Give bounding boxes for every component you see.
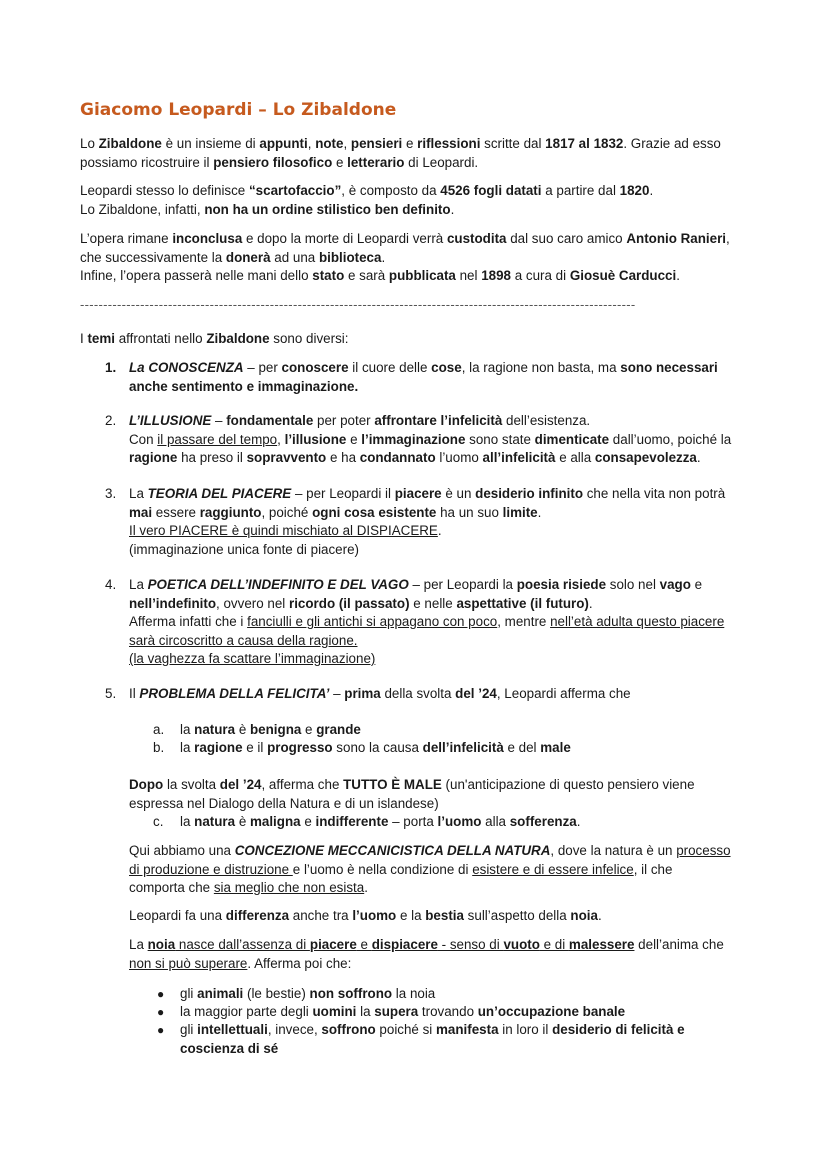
text: la noia bbox=[392, 986, 436, 1001]
text: La CONOSCENZA bbox=[129, 360, 244, 375]
text: (un'anticipazione di questo pensiero viene bbox=[441, 777, 695, 792]
text: dell’anima che bbox=[634, 937, 724, 952]
text: consapevolezza bbox=[594, 450, 697, 465]
text: benigna bbox=[249, 722, 302, 737]
text: . bbox=[364, 880, 368, 895]
text: e l’uomo è nella condizione di bbox=[292, 861, 473, 877]
text: raggiunto bbox=[199, 504, 262, 520]
text: . bbox=[450, 201, 455, 217]
text: . bbox=[649, 183, 654, 198]
text: , la ragione non basta, ma bbox=[461, 360, 621, 375]
text: l’uomo bbox=[435, 450, 483, 465]
text: riflessioni bbox=[417, 136, 481, 151]
text: e sarà bbox=[344, 268, 389, 283]
text: è bbox=[235, 722, 250, 737]
text: supera bbox=[374, 1004, 419, 1019]
list-letter: c. bbox=[153, 814, 164, 829]
text: alla bbox=[481, 814, 510, 829]
text: è un insieme di bbox=[161, 136, 260, 151]
text: conoscere bbox=[281, 360, 349, 375]
text: noia bbox=[570, 908, 598, 923]
text: , invece, bbox=[267, 1022, 322, 1037]
text: anche sentimento e immaginazione. bbox=[129, 378, 359, 394]
text: , bbox=[726, 231, 730, 246]
list-letter: b. bbox=[153, 740, 165, 755]
text: – bbox=[211, 413, 227, 428]
text: . Grazie ad esso bbox=[623, 136, 721, 151]
text: esistere e di essere infelice bbox=[472, 861, 634, 877]
text: pensieri bbox=[350, 136, 403, 151]
text: dell’infelicità bbox=[422, 740, 504, 755]
text: Zibaldone bbox=[98, 136, 162, 151]
text: intellettuali bbox=[197, 1022, 268, 1037]
theme-conoscenza bbox=[129, 359, 769, 396]
text: non si può superare bbox=[129, 955, 248, 971]
text: L’ILLUSIONE bbox=[129, 413, 212, 428]
text: Giosuè Carducci bbox=[569, 268, 677, 283]
text: . bbox=[597, 908, 602, 923]
text: pensiero filosofico bbox=[213, 154, 333, 170]
text: (la vaghezza fa scattare l’immaginazione) bbox=[129, 651, 376, 666]
bullet-item bbox=[180, 1021, 760, 1058]
text: progresso bbox=[267, 740, 333, 755]
text: nasce dall’assenza di bbox=[175, 937, 310, 952]
text: manifesta bbox=[436, 1022, 499, 1037]
text: piacere bbox=[309, 937, 357, 952]
text: Dopo bbox=[129, 777, 164, 792]
text: e alla bbox=[555, 450, 595, 465]
text: letterario bbox=[347, 154, 405, 170]
text: Antonio Ranieri bbox=[626, 231, 727, 246]
text: Con bbox=[129, 431, 158, 447]
text: La bbox=[129, 937, 148, 952]
text: . bbox=[676, 268, 680, 283]
theme-felicita bbox=[129, 685, 769, 704]
text: limite bbox=[502, 504, 538, 520]
text: inconclusa bbox=[172, 231, 243, 246]
text: ha un suo bbox=[436, 504, 503, 520]
text: Leopardi fa una bbox=[129, 908, 226, 923]
text: nel bbox=[455, 268, 482, 283]
text: fanciulli e gli antichi si appagano con poco bbox=[247, 614, 498, 629]
text: nell’età adulta questo piacere bbox=[550, 614, 725, 629]
text: di produzione e distruzione bbox=[129, 861, 293, 877]
text: , mentre bbox=[497, 614, 551, 629]
text: Infine, l’opera passerà nelle mani dello bbox=[80, 268, 313, 283]
text: – porta bbox=[388, 814, 438, 829]
text: la maggior parte degli bbox=[180, 1004, 313, 1019]
text: sarà circoscritto a causa della ragione. bbox=[129, 632, 358, 648]
text: natura bbox=[194, 722, 236, 737]
text: , è composto da bbox=[341, 183, 441, 198]
text: comporta che bbox=[129, 880, 214, 895]
list-number: 2. bbox=[105, 413, 117, 428]
text: , poiché bbox=[261, 504, 313, 520]
text: all’infelicità bbox=[482, 450, 556, 465]
text: affrontati nello bbox=[115, 331, 207, 346]
text: grande bbox=[316, 722, 361, 737]
bullet-icon: ● bbox=[157, 987, 165, 1001]
scartofaccio-paragraph bbox=[80, 182, 760, 219]
text: . bbox=[537, 504, 542, 520]
text: solo nel bbox=[606, 577, 660, 592]
text: condannato bbox=[359, 450, 436, 465]
text: e bbox=[690, 577, 703, 592]
text: , il che bbox=[633, 861, 673, 877]
text: ricordo (il passato) bbox=[289, 595, 410, 611]
bullet-item bbox=[180, 1003, 760, 1022]
text: sono state bbox=[465, 431, 535, 447]
text: l’illusione bbox=[284, 431, 347, 447]
text: di Leopardi. bbox=[404, 154, 479, 170]
text: possiamo ricostruire il bbox=[80, 154, 214, 170]
text: e il bbox=[242, 740, 268, 755]
noia-paragraph bbox=[129, 936, 769, 973]
intro-paragraph bbox=[80, 135, 760, 172]
separator-line: ------------------------------------------------------------------------------------------------------------------------ bbox=[80, 297, 636, 312]
text: . bbox=[381, 249, 386, 265]
text: , bbox=[277, 431, 285, 447]
text: . bbox=[588, 595, 593, 611]
text: stato bbox=[312, 268, 345, 283]
text: sia meglio che non esista bbox=[213, 880, 365, 895]
text: poesia risiede bbox=[516, 577, 607, 592]
text: (immaginazione unica fonte di piacere) bbox=[129, 541, 359, 557]
text: appunti bbox=[259, 136, 308, 151]
text: . bbox=[576, 814, 581, 829]
text: TEORIA DEL PIACERE bbox=[147, 486, 292, 501]
text: PROBLEMA DELLA FELICITA’ bbox=[139, 686, 330, 701]
text: non soffrono bbox=[309, 986, 393, 1001]
sublist-item-a bbox=[180, 721, 760, 740]
text: e bbox=[356, 937, 372, 952]
text: aspettative (il futuro) bbox=[456, 595, 589, 611]
text: POETICA DELL’INDEFINITO E DEL VAGO bbox=[147, 577, 409, 592]
text: noia bbox=[147, 937, 176, 952]
text: gli bbox=[180, 1022, 198, 1037]
text: custodita bbox=[446, 231, 507, 246]
text: note bbox=[315, 136, 344, 151]
text: . bbox=[437, 523, 442, 538]
text: – per bbox=[243, 360, 282, 375]
themes-intro bbox=[80, 330, 760, 349]
text: (le bestie) bbox=[243, 986, 310, 1001]
text: che nella vita non potrà bbox=[583, 486, 726, 501]
text: mai bbox=[129, 504, 153, 520]
sublist-item-b bbox=[180, 739, 760, 758]
text: dimenticate bbox=[534, 431, 610, 447]
text: il cuore delle bbox=[348, 360, 432, 375]
text: scritte dal bbox=[480, 136, 546, 151]
text: e bbox=[346, 431, 362, 447]
text: , bbox=[343, 136, 351, 151]
text: e bbox=[402, 136, 418, 151]
text: sofferenza bbox=[509, 814, 577, 829]
text: la bbox=[356, 1004, 375, 1019]
list-number: 5. bbox=[105, 686, 117, 701]
text: piacere bbox=[394, 486, 442, 501]
text: desiderio di felicità e bbox=[552, 1022, 685, 1037]
text: Leopardi stesso lo definisce bbox=[80, 183, 249, 198]
text: Lo Zibaldone, infatti, bbox=[80, 201, 205, 217]
text: ad una bbox=[270, 249, 319, 265]
text: poiché si bbox=[375, 1022, 436, 1037]
text: l’immaginazione bbox=[361, 431, 466, 447]
text: , Leopardi afferma che bbox=[496, 686, 631, 701]
text: del ’24 bbox=[455, 686, 497, 701]
text: soffrono bbox=[321, 1022, 376, 1037]
text: è bbox=[235, 814, 250, 829]
text: è un bbox=[441, 486, 476, 501]
text: pubblicata bbox=[388, 268, 456, 283]
text: la bbox=[180, 722, 195, 737]
text: dall’uomo, poiché la bbox=[609, 431, 732, 447]
opera-paragraph bbox=[80, 230, 760, 286]
concezione-paragraph bbox=[129, 842, 769, 898]
text: , dove la natura è un bbox=[550, 843, 677, 858]
text: gli bbox=[180, 986, 198, 1001]
text: dispiacere bbox=[371, 937, 438, 952]
text: Lo bbox=[80, 136, 99, 151]
text: ragione bbox=[129, 450, 178, 465]
text: in loro il bbox=[498, 1022, 553, 1037]
text: animali bbox=[197, 986, 244, 1001]
text: e del bbox=[503, 740, 541, 755]
list-number: 3. bbox=[105, 486, 117, 501]
theme-piacere bbox=[129, 485, 769, 559]
text: differenza bbox=[225, 908, 290, 923]
list-number: 4. bbox=[105, 577, 117, 592]
text: l’uomo bbox=[352, 908, 397, 923]
text: fondamentale bbox=[226, 413, 314, 428]
text: temi bbox=[87, 331, 115, 346]
text: . Afferma poi che: bbox=[247, 955, 352, 971]
text: – bbox=[329, 686, 345, 701]
text: affrontare l’infelicità bbox=[374, 413, 503, 428]
differenza-paragraph bbox=[129, 907, 769, 926]
text: 1898 bbox=[481, 268, 511, 283]
text: a cura di bbox=[511, 268, 570, 283]
after-svolta-paragraph bbox=[129, 776, 769, 813]
text: sopravvento bbox=[246, 450, 327, 465]
text: e dopo la morte di Leopardi verrà bbox=[242, 231, 447, 246]
text: vago bbox=[659, 577, 691, 592]
text: dal suo caro amico bbox=[506, 231, 627, 246]
text: sono diversi: bbox=[269, 331, 349, 346]
text: sono la causa bbox=[332, 740, 423, 755]
text: e bbox=[332, 154, 348, 170]
text: che successivamente la bbox=[80, 249, 226, 265]
text: ha preso il bbox=[177, 450, 247, 465]
text: essere bbox=[152, 504, 200, 520]
text: della svolta bbox=[380, 686, 456, 701]
text: espressa nel Dialogo della Natura e di un islandese) bbox=[129, 795, 439, 811]
text: e di bbox=[539, 937, 569, 952]
bullet-icon: ● bbox=[157, 1005, 165, 1019]
text: indifferente bbox=[315, 814, 389, 829]
text: e ha bbox=[326, 450, 360, 465]
text: . bbox=[696, 450, 701, 465]
text: CONCEZIONE MECCANICISTICA DELLA NATURA bbox=[234, 843, 551, 858]
text: il passare del tempo bbox=[157, 431, 278, 447]
text: , bbox=[307, 136, 316, 151]
text: processo bbox=[676, 843, 731, 858]
theme-poetica bbox=[129, 576, 769, 669]
text: anche tra bbox=[289, 908, 353, 923]
text: 1817 al 1832 bbox=[545, 136, 624, 151]
text: vuoto bbox=[503, 937, 540, 952]
text: malessere bbox=[568, 937, 635, 952]
text: nell’indefinito bbox=[129, 595, 217, 611]
text: la bbox=[180, 740, 195, 755]
text: “scartofaccio” bbox=[248, 183, 342, 198]
text: trovando bbox=[418, 1004, 478, 1019]
text: sono necessari bbox=[620, 360, 718, 375]
page-title: Giacomo Leopardi – Lo Zibaldone bbox=[80, 100, 397, 120]
bullet-icon: ● bbox=[157, 1023, 165, 1037]
text: desiderio infinito bbox=[475, 486, 584, 501]
text: Qui abbiamo una bbox=[129, 843, 235, 858]
text: TUTTO È MALE bbox=[343, 777, 442, 792]
text: e nelle bbox=[409, 595, 457, 611]
text: La bbox=[129, 486, 148, 501]
text: un’occupazione banale bbox=[477, 1004, 626, 1019]
text: donerà bbox=[225, 249, 271, 265]
text: e bbox=[300, 814, 316, 829]
text: coscienza di sé bbox=[180, 1040, 279, 1056]
text: – per Leopardi il bbox=[291, 486, 395, 501]
text: 4526 fogli datati bbox=[440, 183, 542, 198]
text: ogni cosa esistente bbox=[312, 504, 437, 520]
text: e bbox=[301, 722, 317, 737]
text: 1820 bbox=[619, 183, 650, 198]
text: Il bbox=[129, 686, 140, 701]
text: - senso di bbox=[437, 937, 504, 952]
text: per poter bbox=[313, 413, 375, 428]
text: Il vero PIACERE è quindi mischiato al DISPIACERE bbox=[129, 523, 438, 538]
text: Afferma infatti che i bbox=[129, 614, 248, 629]
text: sull’aspetto della bbox=[463, 908, 571, 923]
text: – per Leopardi la bbox=[408, 577, 517, 592]
text: l’uomo bbox=[437, 814, 482, 829]
theme-illusione bbox=[129, 412, 769, 468]
text: la svolta bbox=[163, 777, 220, 792]
text: la bbox=[180, 814, 195, 829]
text: maligna bbox=[249, 814, 301, 829]
text: La bbox=[129, 577, 148, 592]
text: prima bbox=[344, 686, 381, 701]
text: a partire dal bbox=[541, 183, 620, 198]
text: , ovvero nel bbox=[216, 595, 289, 611]
list-letter: a. bbox=[153, 722, 165, 737]
text: cose bbox=[431, 360, 462, 375]
text: , afferma che bbox=[261, 777, 344, 792]
text: male bbox=[540, 740, 571, 755]
list-number: 1. bbox=[105, 360, 117, 375]
sublist-item-c bbox=[180, 813, 760, 832]
text: bestia bbox=[425, 908, 464, 923]
text: Zibaldone bbox=[206, 331, 270, 346]
text: natura bbox=[194, 814, 236, 829]
text: del ’24 bbox=[219, 777, 262, 792]
bullet-item bbox=[180, 985, 760, 1004]
text: e la bbox=[396, 908, 426, 923]
text: I bbox=[80, 331, 88, 346]
text: L’opera rimane bbox=[80, 231, 173, 246]
text: biblioteca bbox=[318, 249, 382, 265]
text: ragione bbox=[194, 740, 243, 755]
text: dell’esistenza. bbox=[502, 413, 591, 428]
text: uomini bbox=[312, 1004, 357, 1019]
text: non ha un ordine stilistico ben definito bbox=[204, 201, 451, 217]
